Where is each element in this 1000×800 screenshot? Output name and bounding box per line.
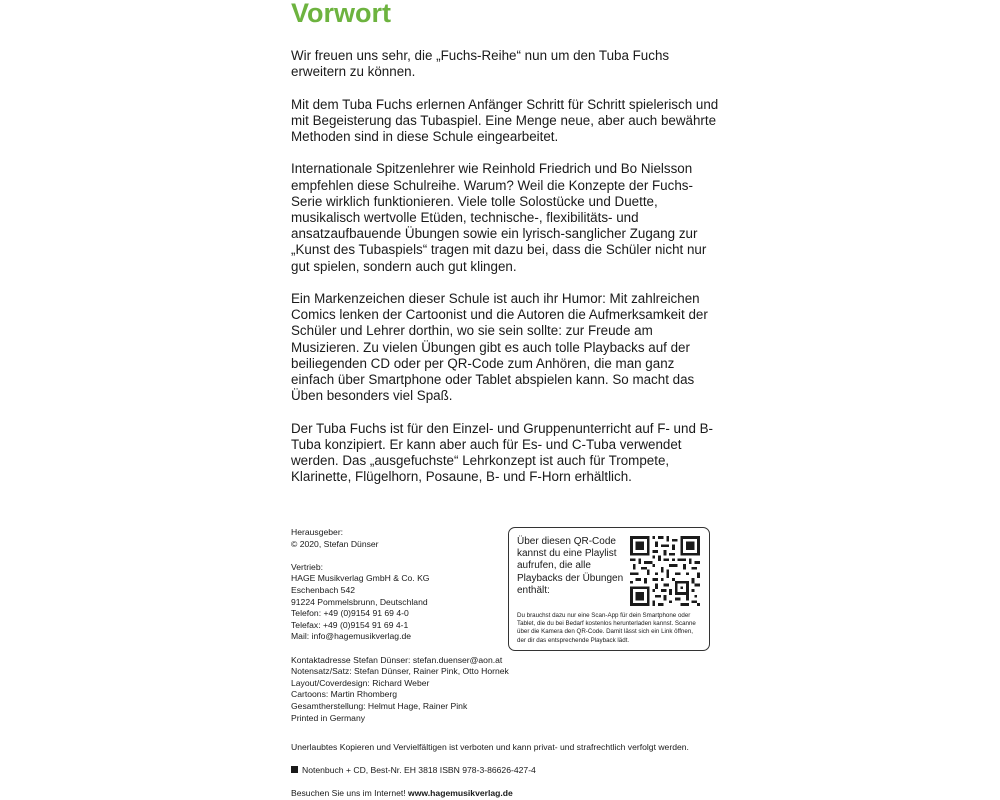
distribution-label: Vertrieb: — [291, 561, 324, 572]
qr-code-icon[interactable] — [630, 536, 700, 606]
production-credit: Gesamtherstellung: Helmut Hage, Rainer Pink — [291, 700, 468, 711]
copyright-notice: Unerlaubtes Kopieren und Vervielfältigen ist verboten und kann privat- und strafrechtlich verfolgt werden. — [291, 742, 689, 752]
paragraph: Mit dem Tuba Fuchs erlernen Anfänger Schritt für Schritt spielerisch und mit Begeisterung das Tubaspiel. Eine Menge neue, aber auch bewährte Methoden sind in diese Schule eingearbeitet. — [291, 96, 719, 144]
page-title: Vorwort — [291, 0, 391, 28]
mail: Mail: info@hagemusikverlag.de — [291, 631, 412, 642]
street: Eschenbach 542 — [291, 584, 356, 595]
paragraph: Ein Markenzeichen dieser Schule ist auch ihr Humor: Mit zahlreichen Comics lenken der Cartoonist und die Autoren die Aufmerksamkeit der Schüler und Lehrer dorthin, wo sie sein sollte: zur Freude am Musizieren. Zu vielen Übungen gibt es auch tolle Playbacks auf der beiliegenden CD oder per QR-Code zum Anhören, die man ganz einfach über Smartphone oder Tablet abspielen kann. So macht das Üben besonders viel Spaß. — [291, 291, 708, 404]
publisher-label: Herausgeber: — [291, 527, 344, 537]
publisher: © 2020, Stefan Dünser — [291, 538, 379, 549]
square-bullet-icon — [291, 766, 298, 773]
isbn-text: Notenbuch + CD, Best-Nr. EH 3818 ISBN 978-3-86626-427-4 — [302, 765, 536, 775]
contact-address: Kontaktadresse Stefan Dünser: stefan.duenser@aon.at — [291, 654, 503, 665]
isbn-line — [291, 765, 536, 775]
imprint — [291, 527, 511, 736]
phone: Telefon: +49 (0)9154 91 69 4-0 — [291, 608, 409, 619]
cartoons-credit: Cartoons: Martin Rhomberg — [291, 689, 398, 700]
qr-code-box — [508, 527, 710, 651]
website-link[interactable]: www.hagemusikverlag.de — [408, 788, 513, 798]
layout-credit: Layout/Coverdesign: Richard Weber — [291, 677, 430, 688]
qr-box-text: Über diesen QR-Code kannst du eine Playlist aufrufen, die alle Playbacks der Übungen enthält: — [517, 536, 624, 596]
typesetting-credit: Notensatz/Satz: Stefan Dünser, Rainer Pink, Otto Hornek — [291, 666, 509, 677]
paragraph: Der Tuba Fuchs ist für den Einzel- und Gruppenunterricht auf F- und B-Tuba konzipiert. Er kann aber auch für Es- und C-Tuba verwendet werden. Das „ausgefuchste“ Lehrkonzept ist auch für Trompete, Klarinette, Flügelhorn, Posaune, B- und F-Horn erhältlich. — [291, 420, 714, 485]
company-name: HAGE Musikverlag GmbH & Co. KG — [291, 573, 430, 584]
printed-in: Printed in Germany — [291, 712, 366, 723]
foreword-body — [291, 48, 721, 502]
city: 91224 Pommelsbrunn, Deutschland — [291, 596, 428, 607]
paragraph: Wir freuen uns sehr, die „Fuchs-Reihe“ nun um den Tuba Fuchs erweitern zu können. — [291, 48, 670, 80]
qr-box-instructions: Du brauchst dazu nur eine Scan-App für dein Smartphone oder Tablet, die du bei Bedarf kostenlos herunterladen kannst. Scanne über die Kamera den QR-Code. Damit lässt sich ein Link öffnen, der dir das entsprechende Playback lädt. — [517, 612, 696, 644]
paragraph: Internationale Spitzenlehrer wie Reinhold Friedrich und Bo Nielsson empfehlen diese Schulreihe. Warum? Weil die Konzepte der Fuchs-Serie wirklich funktionieren. Viele tolle Solostücke und Duette, musikalisch wertvolle Etüden, technische-, flexibilitäts- und ansatzaufbauende Übungen sowie ein lyrisch-sanglicher Zugang zur „Kunst des Tubaspiels“ tragen mit dazu bei, dass die Schüler nicht nur gut spielen, sondern auch gut klingen. — [291, 161, 707, 274]
visit-prefix: Besuchen Sie uns im Internet! — [291, 788, 406, 798]
website-line — [291, 788, 513, 798]
fax: Telefax: +49 (0)9154 91 69 4-1 — [291, 619, 409, 630]
